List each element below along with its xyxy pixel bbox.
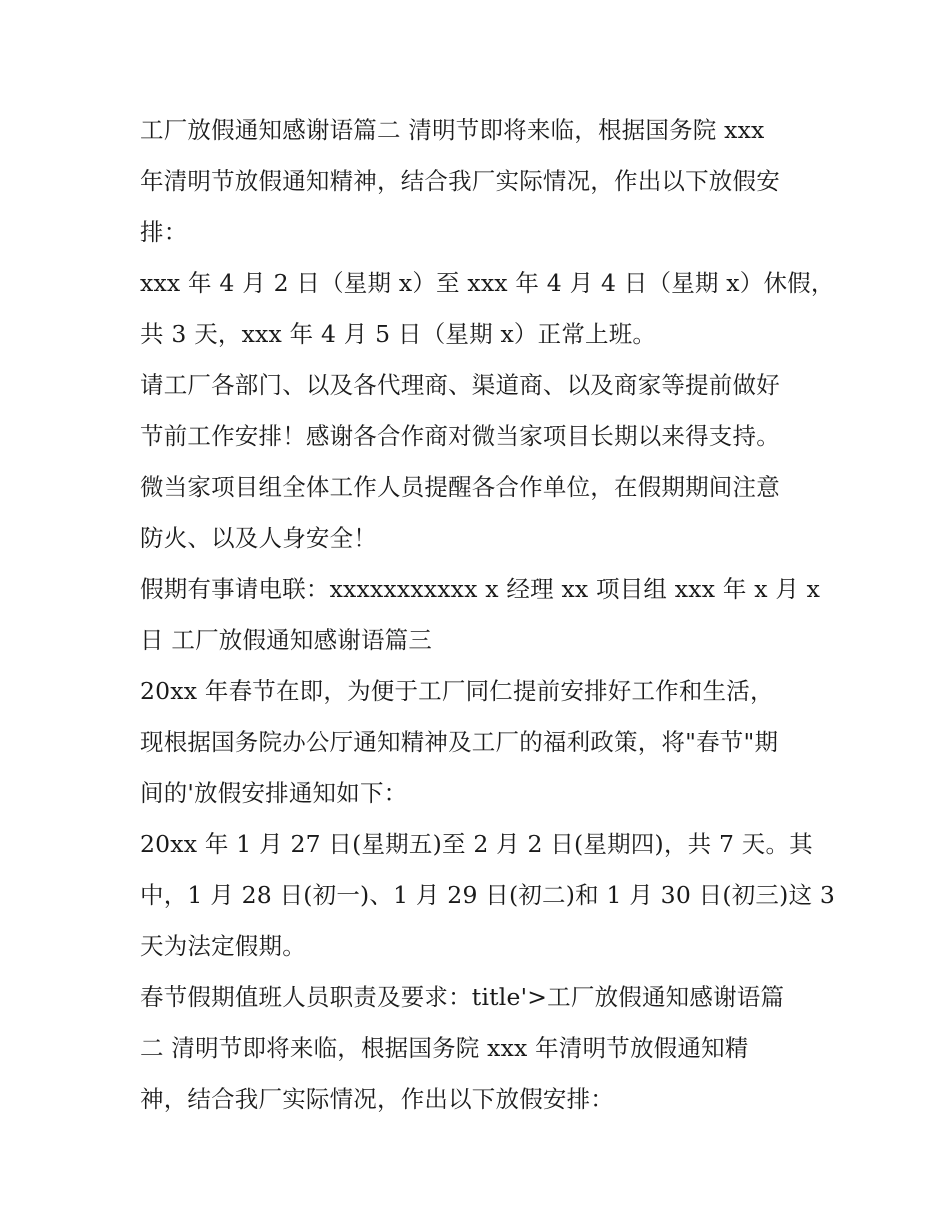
text-line: 排： [140,218,188,246]
text-line: 春节假期值班人员职责及要求：title'>工厂放假通知感谢语篇 [140,983,785,1011]
text-line: 间的'放假安排通知如下： [140,779,408,807]
text-line: xxx 年 4 月 2 日（星期 x）至 xxx 年 4 月 4 日（星期 x）休假， [140,269,835,297]
text-line: 防火、以及人身安全！ [140,524,377,552]
text-line: 工厂放假通知感谢语篇二 清明节即将来临，根据国务院 xxx [140,116,765,144]
text-line: 20xx 年春节在即，为便于工厂同仁提前安排好工作和生活， [140,677,774,705]
text-line: 二 清明节即将来临，根据国务院 xxx 年清明节放假通知精 [140,1034,749,1062]
text-line: 中，1 月 28 日(初一)、1 月 29 日(初二)和 1 月 30 日(初三)这 3 [140,881,835,909]
text-line: 日 工厂放假通知感谢语篇三 [140,626,433,654]
text-line: 年清明节放假通知精神，结合我厂实际情况，作出以下放假安 [140,167,780,195]
text-line: 共 3 天，xxx 年 4 月 5 日（星期 x）正常上班。 [140,320,657,348]
text-line: 微当家项目组全体工作人员提醒各合作单位，在假期期间注意 [140,473,780,501]
text-line: 请工厂各部门、以及各代理商、渠道商、以及商家等提前做好 [140,371,780,399]
text-line: 天为法定假期。 [140,932,306,960]
text-line: 假期有事请电联：xxxxxxxxxxx x 经理 xx 项目组 xxx 年 x 月 x [140,575,821,603]
document-body [140,105,835,1125]
text-line: 节前工作安排！感谢各合作商对微当家项目长期以来得支持。 [140,422,780,450]
text-line: 现根据国务院办公厅通知精神及工厂的福利政策，将"春节"期 [140,728,779,756]
text-line: 20xx 年 1 月 27 日(星期五)至 2 月 2 日(星期四)，共 7 天。其 [140,830,813,858]
text-line: 神，结合我厂实际情况，作出以下放假安排： [140,1085,614,1113]
